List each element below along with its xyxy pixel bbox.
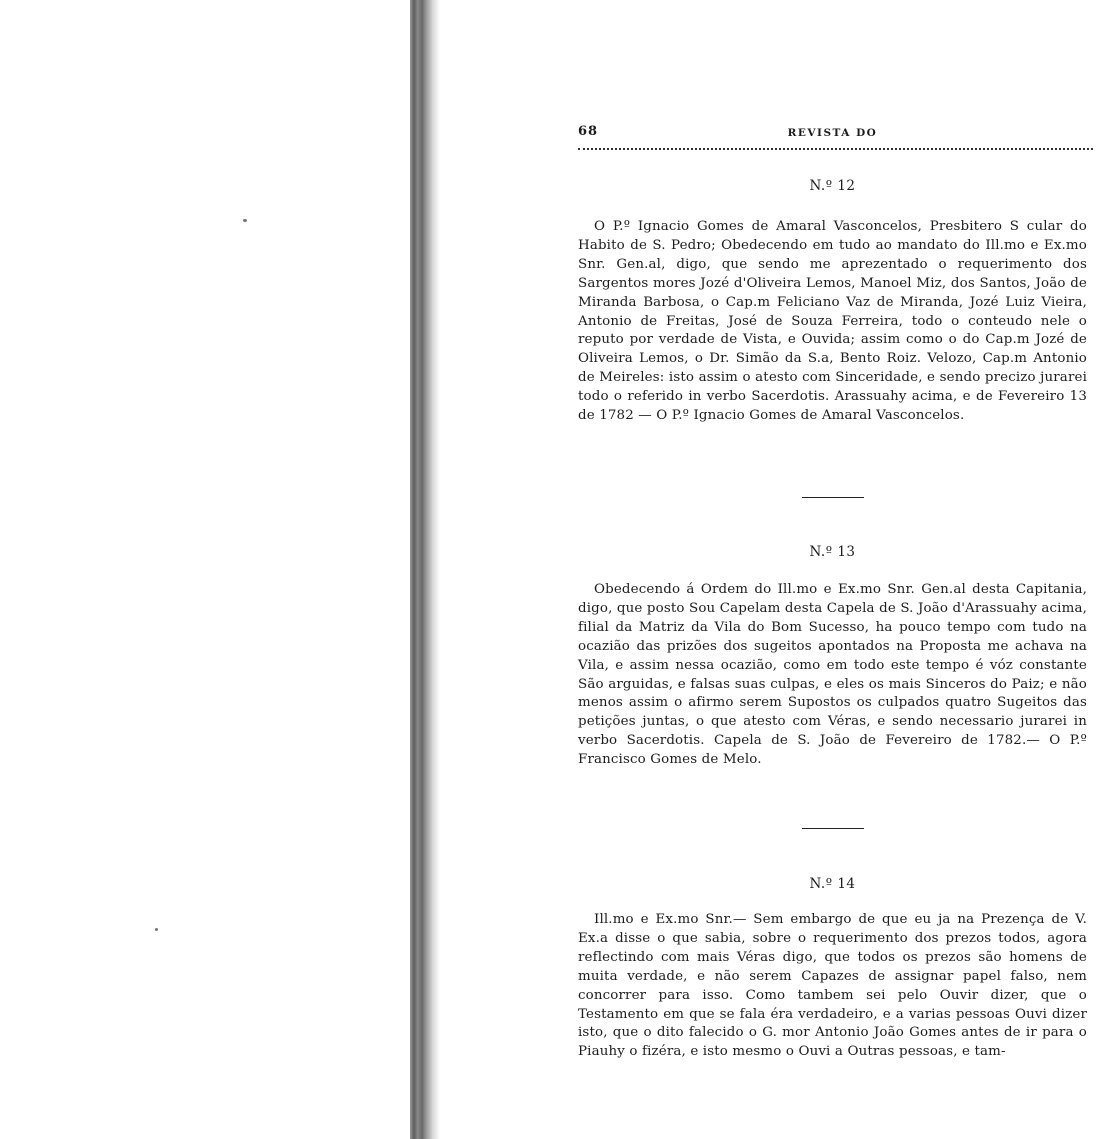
running-head: REVISTA DO [787,127,878,139]
document-number-12: N.º 12 [809,178,856,194]
document-text-12: O P.º Ignacio Gomes de Amaral Vasconcelos, Presbitero S cular do Habito de S. Pedro; Obedecendo em tudo ao mandato do Ill.mo e Ex.mo Snr. Gen.al, digo, que sendo me aprezentado o requerimento dos Sargentos mores Jozé d'Oliveira Lemos, Manoel Miz, dos Santos, João de Miranda Barbosa, o Cap.m Feliciano Vaz de Miranda, Jozé Luiz Vieira, Antonio de Freitas, José de Souza Ferreira, todo o conteudo nele o reputo por verdade de Vista, e Ouvida; assim como o do Cap.m Jozé de Oliveira Lemos, o Dr. Simão da S.a, Bento Roiz. Velozo, Cap.m Antonio de Meireles: isto assim o atesto com Sinceridade, e sendo precizo jurarei todo o referido in verbo Sacerdotis. Arassuahy acima, e de Fevereiro 13 de 1782 — O P.º Ignacio Gomes de Amaral Vasconcelos. [578,219,1087,424]
section-separator [802,497,864,498]
document-text-13: Obedecendo á Ordem do Ill.mo e Ex.mo Snr. Gen.al desta Capitania, digo, que posto Sou Capelam desta Capela de S. João d'Arassuahy acima, filial da Matriz da Vila do Bom Sucesso, ha pouco tempo com tudo na ocazião das prizões dos sugeitos apontados na Proposta me achava na Vila, e assim nessa ocazião, como em todo este tempo é vóz constante São arguidas, e falsas suas culpas, e eles os mais Sinceros do Paiz; e não menos assim o afirmo serem Supostos os culpados quatro Sugeitos das petições juntas, o que atesto com Véras, e sendo necessario jurarei in verbo Sacerdotis. Capela de S. João de Fevereiro de 1782.— O P.º Francisco Gomes de Melo. [578,582,1087,768]
document-text-14: Ill.mo e Ex.mo Snr.— Sem embargo de que eu ja na Prezença de V. Ex.a disse o que sabia, sobre o requerimento dos prezos todos, agora reflectindo com mais Véras digo, que todos os prezos são homens de muita verdade, e não serem Capazes de assignar papel falso, nem concorrer para isso. Como tambem sei pelo Ouvir dizer, que o Testamento em que se fala éra verdadeiro, e a varias pessoas Ouvi dizer isto, que o dito falecido o G. mor Antonio João Gomes antes de ir para o Piauhy o fizéra, e isto mesmo o Ouvi a Outras pessoas, e tam- [578,912,1087,1060]
paper-speck [243,219,247,222]
spine-shadow [432,0,440,1139]
document-number-14: N.º 14 [809,876,856,892]
section-separator [802,828,864,829]
paper-speck [155,928,158,931]
page-header [578,118,1087,140]
header-rule [578,148,1093,150]
page-number: 68 [578,124,599,139]
book-spine [410,0,432,1139]
book-page [578,118,1087,1060]
document-number-13: N.º 13 [809,544,856,560]
